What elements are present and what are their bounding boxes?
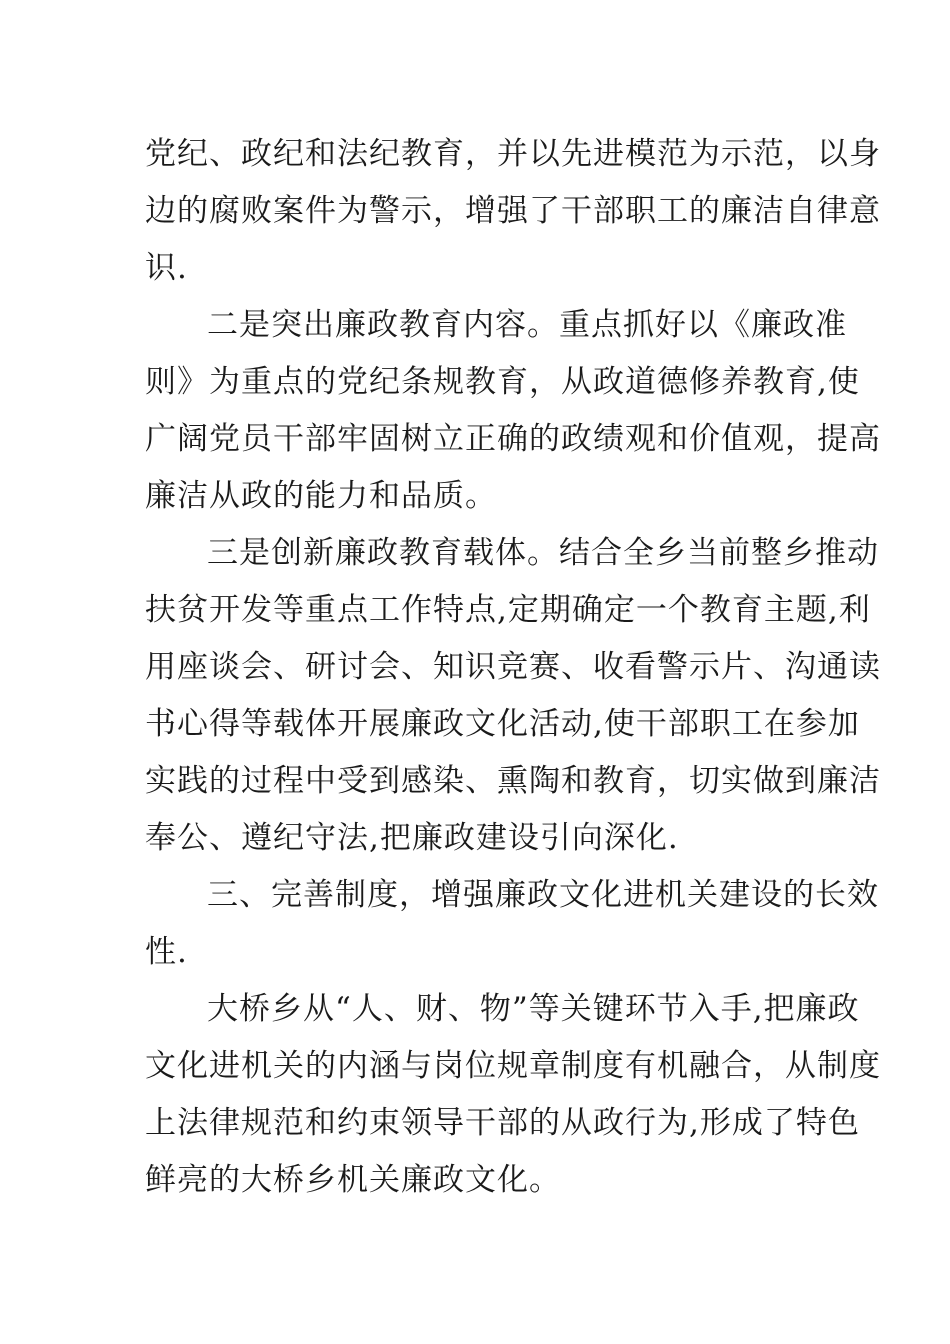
text-line: 三、完善制度，增强廉政文化进机关建设的长效 xyxy=(207,877,879,913)
text-line: 奉公、遵纪守法,把廉政建设引向深化. xyxy=(145,820,679,856)
text-line: 上法律规范和约束领导干部的从政行为,形成了特色 xyxy=(145,1105,860,1141)
text-line: 用座谈会、研讨会、知识竞赛、收看警示片、沟通读 xyxy=(145,649,881,685)
text-line: 实践的过程中受到感染、熏陶和教育，切实做到廉洁 xyxy=(145,763,881,799)
text-line: 二是突出廉政教育内容。重点抓好以《廉政准 xyxy=(207,307,847,343)
text-line: 识. xyxy=(145,250,188,286)
document-body xyxy=(145,126,881,1209)
text-line: 扶贫开发等重点工作特点,定期确定一个教育主题,利 xyxy=(145,592,871,628)
text-line: 廉洁从政的能力和品质。 xyxy=(145,478,497,514)
text-line: 党纪、政纪和法纪教育，并以先进模范为示范，以身 xyxy=(145,136,881,172)
text-line: 文化进机关的内涵与岗位规章制度有机融合，从制度 xyxy=(145,1048,881,1084)
text-line: 三是创新廉政教育载体。结合全乡当前整乡推动 xyxy=(207,535,879,571)
text-line: 性. xyxy=(145,934,188,970)
text-line: 鲜亮的大桥乡机关廉政文化。 xyxy=(145,1162,561,1198)
text-line: 大桥乡从“人、财、物”等关键环节入手,把廉政 xyxy=(207,991,860,1027)
text-line: 广阔党员干部牢固树立正确的政绩观和价值观，提高 xyxy=(145,421,881,457)
text-line: 则》为重点的党纪条规教育，从政道德修养教育,使 xyxy=(145,364,860,400)
text-line: 书心得等载体开展廉政文化活动,使干部职工在参加 xyxy=(145,706,860,742)
text-line: 边的腐败案件为警示，增强了干部职工的廉洁自律意 xyxy=(145,193,881,229)
